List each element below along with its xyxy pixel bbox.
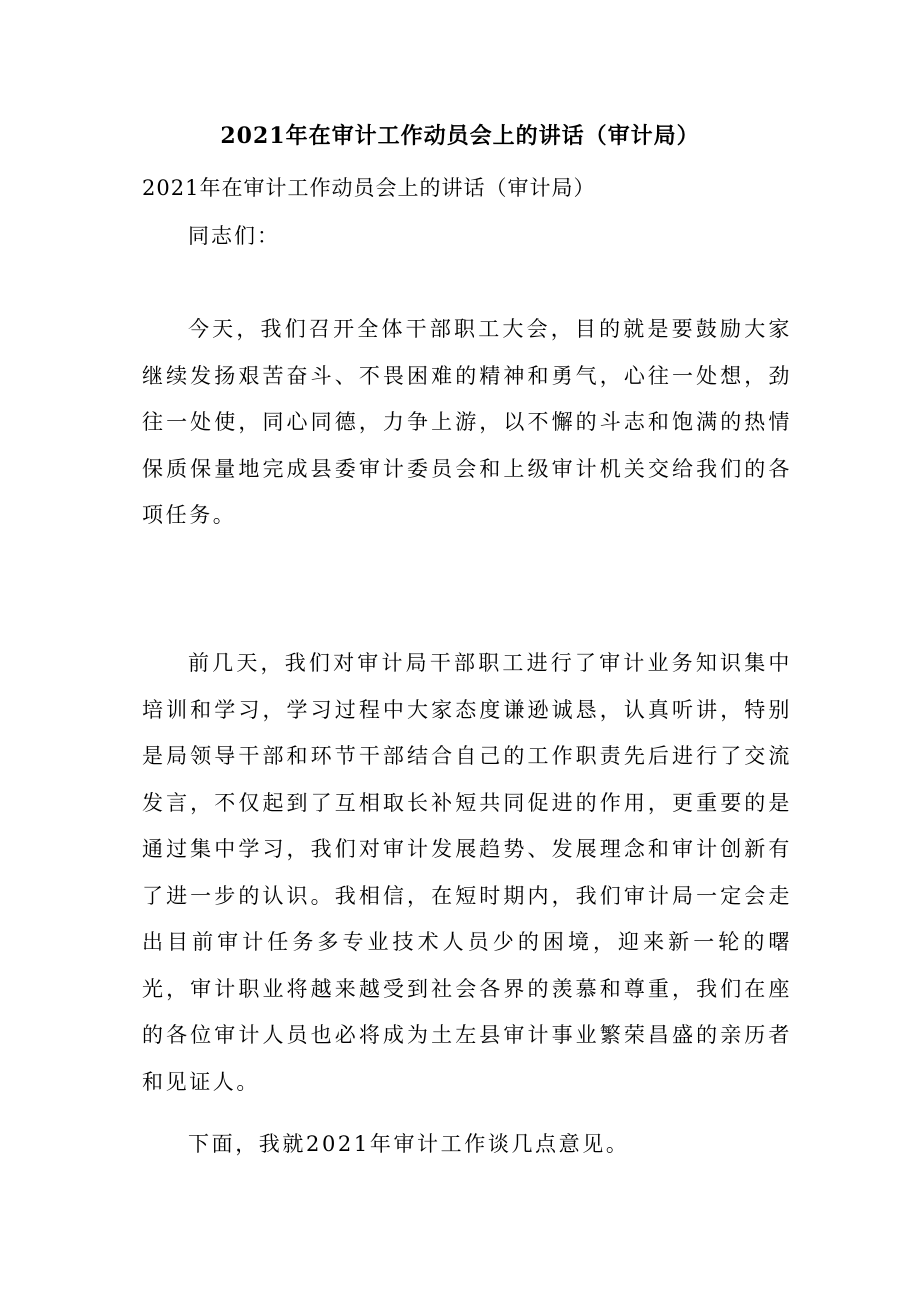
- document-subtitle: 2021年在审计工作动员会上的讲话（审计局）: [142, 176, 596, 200]
- paragraph-1: 今天，我们召开全体干部职工大会，目的就是要鼓励大家继续发扬艰苦奋斗、不畏困难的精神和勇气，心往一处想，劲往一处使，同心同德，力争上游，以不懈的斗志和饱满的热情保质保量地完成县委审计委员会和上级审计机关交给我们的各项任务。: [142, 317, 792, 527]
- greeting: 同志们：: [188, 224, 280, 248]
- paragraph-2: 前几天，我们对审计局干部职工进行了审计业务知识集中培训和学习，学习过程中大家态度谦逊诚恳，认真听讲，特别是局领导干部和环节干部结合自己的工作职责先后进行了交流发言，不仅起到了互相取长补短共同促进的作用，更重要的是通过集中学习，我们对审计发展趋势、发展理念和审计创新有了进一步的认识。我相信，在短时期内，我们审计局一定会走出目前审计任务多专业技术人员少的困境，迎来新一轮的曙光，审计职业将越来越受到社会各界的羡慕和尊重，我们在座的各位审计人员也必将成为土左县审计事业繁荣昌盛的亲历者和见证人。: [142, 651, 792, 1094]
- document-title: 2021年在审计工作动员会上的讲话（审计局）: [220, 123, 700, 149]
- paragraph-3: 下面，我就2021年审计工作谈几点意见。: [188, 1132, 630, 1156]
